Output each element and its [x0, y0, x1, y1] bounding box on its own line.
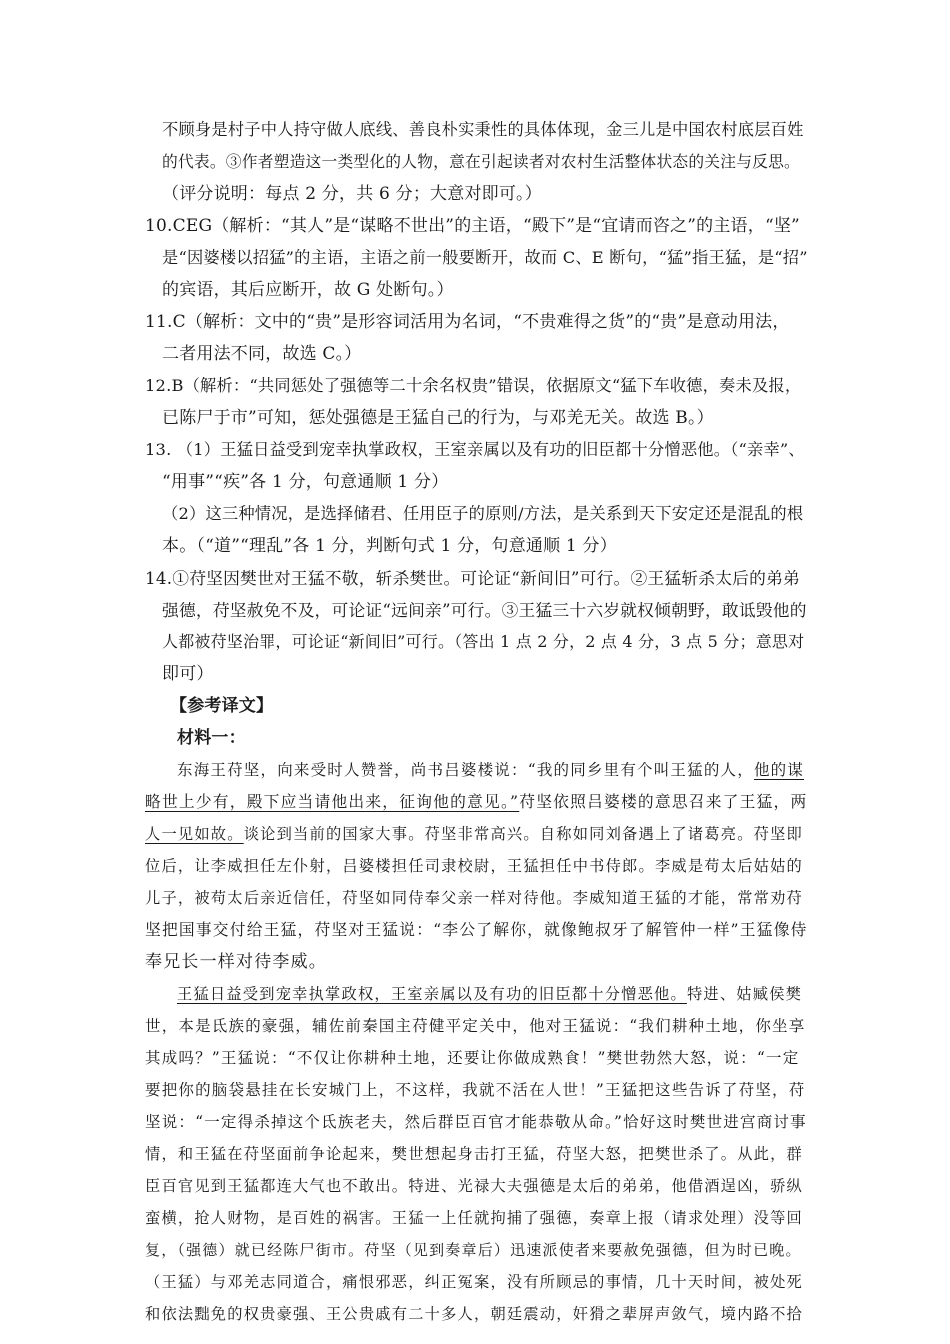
- answer-13-line-2: “用事”“疾”各 1 分，句意通顺 1 分）: [162, 472, 449, 492]
- answer-9-line-2: 的代表。③作者塑造这一类型化的人物，意在引起读者对农村生活整体状态的关注与反思。: [162, 152, 800, 171]
- translation-p1-line-6: 坚把国事交付给王猛，苻坚对王猛说：“李公了解你，就像鲍叔牙了解管仲一样”王猛像侍: [145, 920, 808, 939]
- answer-14-line-3: 人都被苻坚治罪，可论证“新间旧”可行。（答出 1 点 2 分，2 点 4 分，3 点 5 分；意思对: [162, 632, 805, 651]
- answer-10-line-3: 的宾语，其后应断开，故 G 处断句。）: [162, 280, 454, 300]
- translation-p1-line-4: 位后，让李威担任左仆射，吕婆楼担任司隶校尉，王猛担任中书侍郎。李威是苟太后姑姑的: [145, 857, 803, 875]
- translation-p2-line-2: 世，本是氐族的豪强，辅佐前秦国主苻健平定关中，他对王猛说：“我们耕种土地，你坐享: [145, 1017, 806, 1035]
- answer-11-line-2: 二者用法不同，故选 C。）: [162, 344, 362, 364]
- answer-12-line-1: 12.B（解析：“共同惩处了强德等二十余名权贵”错误，依据原文“猛下车收德，奏未及报，: [145, 376, 802, 395]
- answer-10-line-2: 是“因婆楼以招猛”的主语，主语之前一般要断开，故而 C、E 断句，“猛”指王猛，是“招”: [162, 248, 808, 267]
- answer-14-line-4: 即可）: [162, 664, 214, 684]
- answer-14-line-1: 14.①苻坚因樊世对王猛不敬，斩杀樊世。可论证“新间旧”可行。②王猛斩杀太后的弟弟: [145, 568, 800, 588]
- translation-text: 谈论到当前的国家大事。苻坚非常高兴。自称如同刘备遇上了诸葛亮。苻坚即: [243, 825, 804, 843]
- answer-12-line-2: 已陈尸于市”可知，惩处强德是王猛自己的行为，与邓羌无关。故选 B。）: [162, 408, 714, 428]
- translation-p2-line-7: 臣百官见到王猛都连大气也不敢出。特进、光禄大夫强德是太后的弟弟，他借酒逞凶，骄纵: [145, 1177, 803, 1195]
- answer-14-line-2: 强德，苻坚赦免不及，可论证“远间亲”可行。③王猛三十六岁就权倾朝野，敢诋毁他的: [162, 600, 807, 620]
- translation-p2-line-5: 坚说：“一定得杀掉这个氐族老夫，然后群臣百官才能恭敬从命。”恰好这时樊世进宫商讨事: [145, 1113, 807, 1131]
- translation-p1-line-3: [145, 823, 803, 845]
- translation-p1-line-1: [177, 759, 804, 781]
- answer-13-line-1: 13. （1）王猛日益受到宠幸执掌政权，王室亲属以及有功的旧臣都十分憎恶他。（“亲幸”、: [145, 440, 805, 459]
- answer-9-line-1: 不顾身是村子中人持守做人底线、善良朴实秉性的具体体现，金三儿是中国农村底层百姓: [162, 120, 804, 139]
- translation-text: 苻坚依照吕婆楼的意思召来了王猛，两: [519, 792, 808, 811]
- translation-text: 东海王苻坚，向来受时人赞誉，尚书吕婆楼说：“我的同乡里有个叫王猛的人，: [177, 761, 754, 779]
- translation-p2-line-1: [177, 983, 802, 1005]
- underlined-text: 他的谋: [753, 761, 805, 779]
- translation-text: 特进、姑臧侯樊: [686, 985, 803, 1003]
- underlined-text: 王猛日益受到宠幸执掌政权，王室亲属以及有功的旧臣都十分憎恶他。: [177, 985, 687, 1003]
- translation-heading: 【参考译文】: [170, 696, 274, 716]
- translation-p2-line-4: 要把你的脑袋悬挂在长安城门上，不这样，我就不活在人世！”王猛把这些告诉了苻坚，苻: [145, 1081, 806, 1099]
- answer-11-line-1: 11.C（解析：文中的“贵”是形容词活用为名词，“不贵难得之货”的“贵”是意动用法，: [145, 312, 790, 332]
- translation-p2-line-8: 蛮横，抢人财物，是百姓的祸害。王猛一上任就拘捕了强德，奏章上报（请求处理）没等回: [145, 1209, 803, 1227]
- translation-p2-line-11: 和依法黜免的权贵豪强、王公贵戚有二十多人，朝廷震动，奸猾之辈屏声敛气，境内路不拾: [145, 1305, 803, 1323]
- translation-p1-line-7: 奉兄长一样对待李威。: [145, 952, 327, 972]
- translation-p2-line-3: 其成吗？”王猛说：“不仅让你耕种土地，还要让你做成熟食！”樊世勃然大怒，说：“一定: [145, 1049, 800, 1067]
- underlined-text: 略世上少有，殿下应当请他出来，征询他的意见。”: [145, 792, 520, 811]
- answer-10-line-1: 10.CEG（解析：“其人”是“谋略不世出”的主语，“殿下”是“宜请而咨之”的主语，“坚”: [145, 216, 800, 236]
- answer-13-line-4: 本。（“道”“理乱”各 1 分，判断句式 1 分，句意通顺 1 分）: [162, 536, 617, 556]
- translation-p2-line-9: 复，（强德）就已经陈尸街市。苻坚（见到奏章后）迅速派使者来要赦免强德，但为时已晚。: [145, 1241, 802, 1259]
- translation-p1-line-2: [145, 791, 807, 813]
- underlined-text: 人一见如故。: [145, 825, 244, 843]
- translation-p2-line-10: （王猛）与邓羌志同道合，痛恨邪恶，纠正冤案，没有所顾忌的事情，几十天时间，被处死: [145, 1273, 803, 1291]
- material-one-label: 材料一：: [177, 728, 246, 748]
- translation-p1-line-5: 儿子，被苟太后亲近信任，苻坚如同侍奉父亲一样对待他。李威知道王猛的才能，常常劝苻: [145, 889, 803, 907]
- translation-p2-line-6: 情，和王猛在苻坚面前争论起来，樊世想起身击打王猛，苻坚大怒，把樊世杀了。从此，群: [145, 1145, 803, 1163]
- answer-13-line-3: （2）这三种情况，是选择储君、任用臣子的原则/方法，是关系到天下安定还是混乱的根: [162, 504, 804, 523]
- answer-9-scoring-note: （评分说明：每点 2 分，共 6 分；大意对即可。）: [162, 184, 542, 204]
